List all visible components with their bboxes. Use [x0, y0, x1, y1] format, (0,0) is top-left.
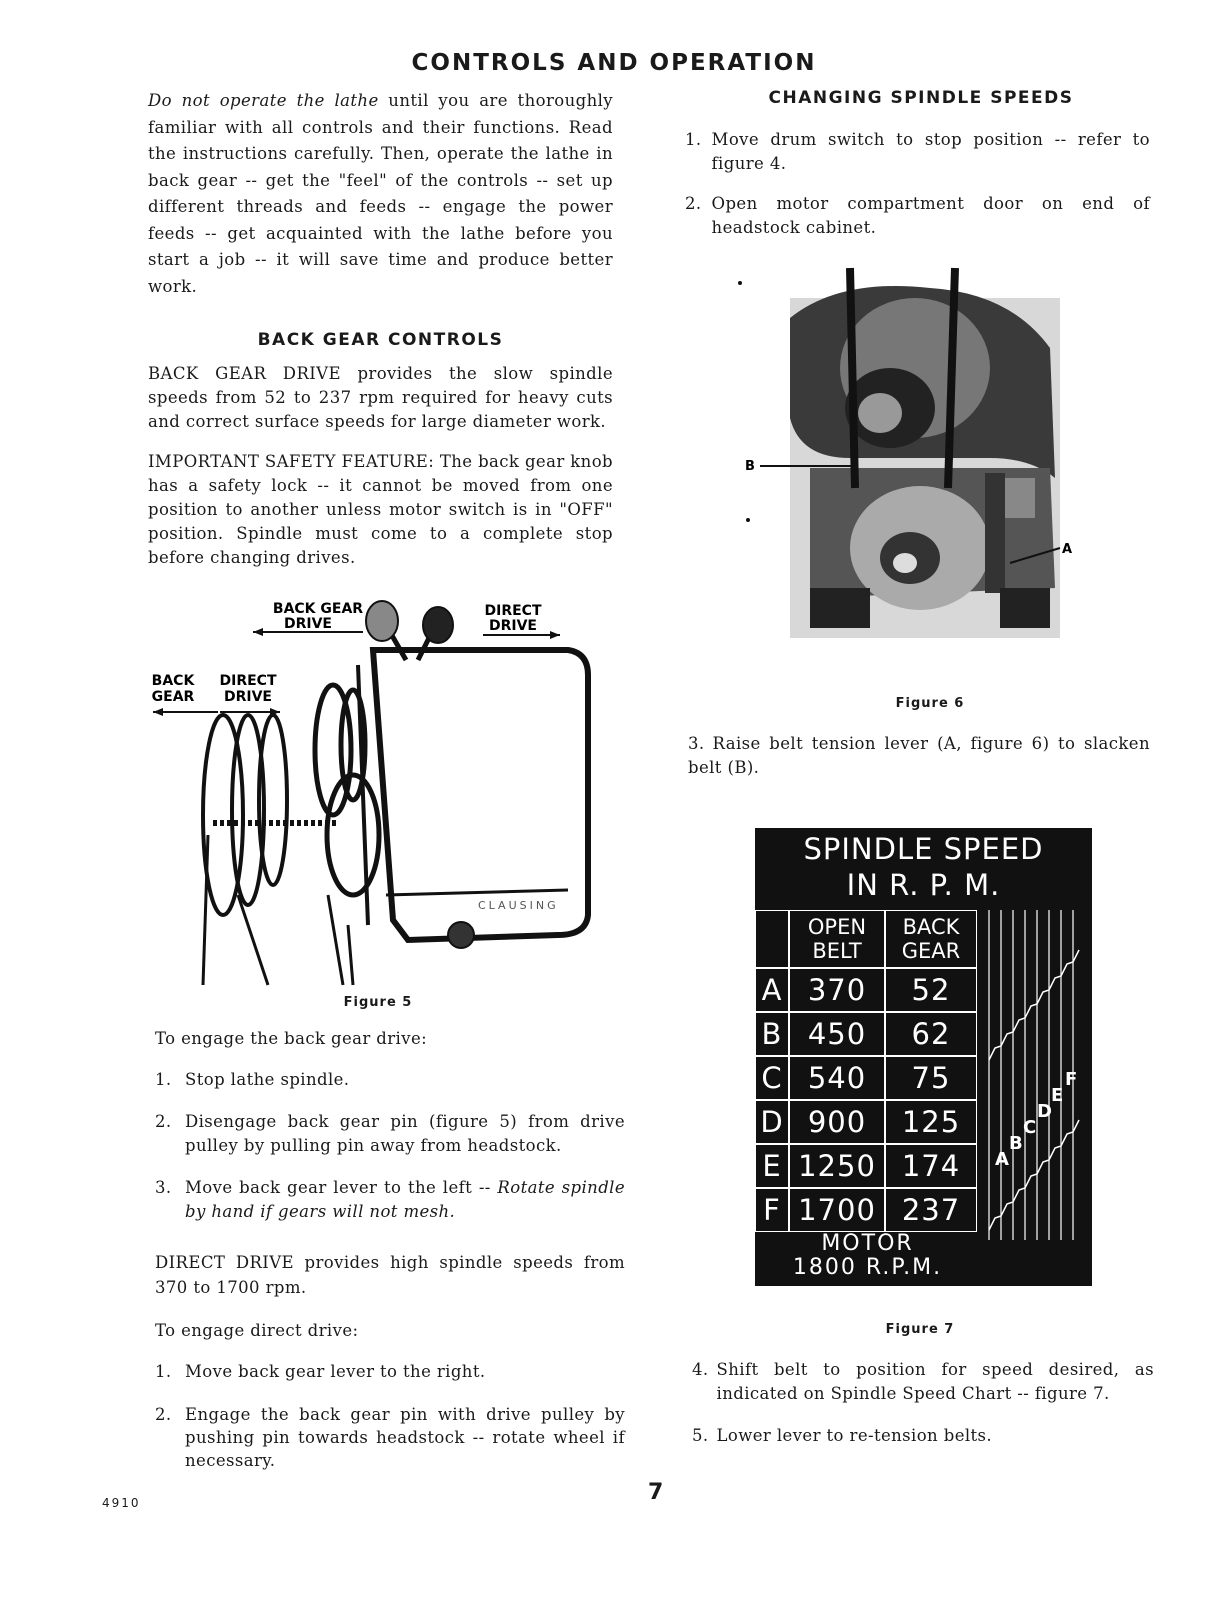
- speed-table: [755, 910, 977, 1232]
- speed-steps-bottom: [692, 1358, 1154, 1448]
- label-direct-drive-top-1: DIRECT: [484, 603, 542, 619]
- back-gear-rpm: 75: [885, 1056, 977, 1100]
- pulley-step-label: E: [1051, 1085, 1064, 1106]
- back-gear-rpm: 174: [885, 1144, 977, 1188]
- upper-step-outline: [989, 950, 1079, 1060]
- figure-5-caption: Figure 5: [343, 995, 413, 1010]
- col-header-open-belt: OPEN BELT: [789, 910, 885, 968]
- label-back-gear-2: GEAR: [151, 689, 195, 705]
- table-row: [755, 1056, 977, 1100]
- open-belt-rpm: 1250: [789, 1144, 885, 1188]
- label-direct-drive-top-2: DRIVE: [488, 618, 538, 634]
- back-gear-rpm: 237: [885, 1188, 977, 1232]
- list-item: 2. Engage the back gear pin with drive pulley by pushing pin towards headstock -- rotate wheel if necessary.: [155, 1405, 625, 1470]
- engage-direct-intro: To engage direct drive:: [155, 1321, 359, 1340]
- pulley-step-diagram: [979, 910, 1089, 1240]
- motor-rpm: 1800 R.P.M.: [792, 1255, 943, 1280]
- chart-footer: [755, 1232, 980, 1280]
- spindle-speed-chart: [755, 828, 1092, 1286]
- pulley-step-label: A: [995, 1149, 1009, 1170]
- list-item: 1. Move back gear lever to the right.: [155, 1362, 486, 1381]
- back-gear-heading: BACK GEAR CONTROLS: [257, 330, 504, 350]
- pulley-step-label: D: [1037, 1101, 1052, 1122]
- table-header-row: [755, 910, 977, 968]
- intro-text: until you are thoroughly familiar with all controls and their functions. Read the instructions carefully. Then, operate the lathe in back gear -- get the "feel" of the controls -- set up different threads and feeds -- engage the power feeds -- get acquainted with the lathe before you start a job -- it will save time and produce better work.: [148, 91, 613, 296]
- list-item: 1. Move drum switch to stop position -- refer to figure 4.: [685, 130, 1150, 173]
- safety-paragraph: IMPORTANT SAFETY FEATURE: The back gear knob has a safety lock -- it cannot be moved from one position to another unless motor switch is in "OFF" position. Spindle must come to a complete stop before changing drives.: [148, 452, 613, 567]
- label-direct-drive-side-1: DIRECT: [219, 673, 277, 689]
- table-row: [755, 1144, 977, 1188]
- open-belt-rpm: 900: [789, 1100, 885, 1144]
- motor-compartment-photo: [730, 258, 1080, 658]
- list-item: 3. Move back gear lever to the left -- Rotate spindle by hand if gears will not mesh.: [155, 1178, 625, 1221]
- speed-steps-top: [685, 128, 1150, 240]
- back-gear-steps-list: [155, 1068, 625, 1224]
- open-belt-rpm: 1700: [789, 1188, 885, 1232]
- pulley-step-label: B: [1009, 1133, 1023, 1154]
- changing-speeds-heading: CHANGING SPINDLE SPEEDS: [768, 88, 1074, 108]
- chart-title: SPINDLE SPEED: [803, 832, 1044, 866]
- list-item: 2. Open motor compartment door on end of headstock cabinet.: [685, 194, 1150, 237]
- direct-steps-list: [155, 1360, 625, 1472]
- label-a: A: [1062, 542, 1073, 557]
- intro-paragraph: [148, 88, 613, 300]
- table-row: [755, 1100, 977, 1144]
- list-item: 5. Lower lever to re-tension belts.: [692, 1426, 993, 1445]
- back-gear-rpm: 125: [885, 1100, 977, 1144]
- open-belt-rpm: 370: [789, 968, 885, 1012]
- row-position-label: E: [755, 1144, 789, 1188]
- engage-back-gear-intro: To engage the back gear drive:: [155, 1029, 428, 1048]
- label-back-gear-1: BACK: [151, 673, 195, 689]
- pulley-step-label: C: [1023, 1117, 1037, 1138]
- figure-6: [730, 258, 1080, 658]
- list-item: 1. Stop lathe spindle.: [155, 1070, 350, 1089]
- step-3: 3. Raise belt tension lever (A, figure 6) to slacken belt (B).: [688, 734, 1150, 777]
- row-position-label: A: [755, 968, 789, 1012]
- back-gear-rpm: 62: [885, 1012, 977, 1056]
- row-position-label: C: [755, 1056, 789, 1100]
- list-item: 2. Disengage back gear pin (figure 5) from drive pulley by pulling pin away from headstock.: [155, 1112, 625, 1155]
- table-row: [755, 1188, 977, 1232]
- table-row: [755, 1012, 977, 1056]
- label-back-gear-drive-2: DRIVE: [283, 616, 333, 632]
- page-number: 7: [648, 1480, 664, 1505]
- document-number: 4910: [102, 1496, 141, 1510]
- label-direct-drive-side-2: DRIVE: [223, 689, 273, 705]
- chart-subtitle: IN R. P. M.: [846, 868, 1001, 902]
- lathe-headstock-illustration: [148, 595, 608, 995]
- table-row: [755, 968, 977, 1012]
- back-gear-drive-paragraph: BACK GEAR DRIVE provides the slow spindle speeds from 52 to 237 rpm required for heavy cuts and correct surface speeds for large diameter work.: [148, 364, 613, 431]
- direct-drive-paragraph: DIRECT DRIVE provides high spindle speeds from 370 to 1700 rpm.: [155, 1253, 625, 1297]
- row-position-label: B: [755, 1012, 789, 1056]
- motor-label: MOTOR: [821, 1231, 914, 1256]
- open-belt-rpm: 540: [789, 1056, 885, 1100]
- row-position-label: D: [755, 1100, 789, 1144]
- brand-plate: CLAUSING: [478, 899, 559, 912]
- label-back-gear-drive-1: BACK GEAR: [272, 601, 364, 617]
- label-b: B: [745, 459, 755, 474]
- list-item: 4. Shift belt to position for speed desired, as indicated on Spindle Speed Chart -- figure 7.: [692, 1360, 1154, 1403]
- figure-7-caption: Figure 7: [885, 1322, 955, 1337]
- figure-5: [148, 595, 608, 995]
- page-title: CONTROLS AND OPERATION: [411, 50, 817, 76]
- back-gear-rpm: 52: [885, 968, 977, 1012]
- pulley-step-label: F: [1065, 1069, 1078, 1090]
- figure-6-caption: Figure 6: [895, 696, 965, 711]
- intro-italic: Do not operate the lathe: [148, 91, 379, 110]
- open-belt-rpm: 450: [789, 1012, 885, 1056]
- col-header-back-gear: BACK GEAR: [885, 910, 977, 968]
- row-position-label: F: [755, 1188, 789, 1232]
